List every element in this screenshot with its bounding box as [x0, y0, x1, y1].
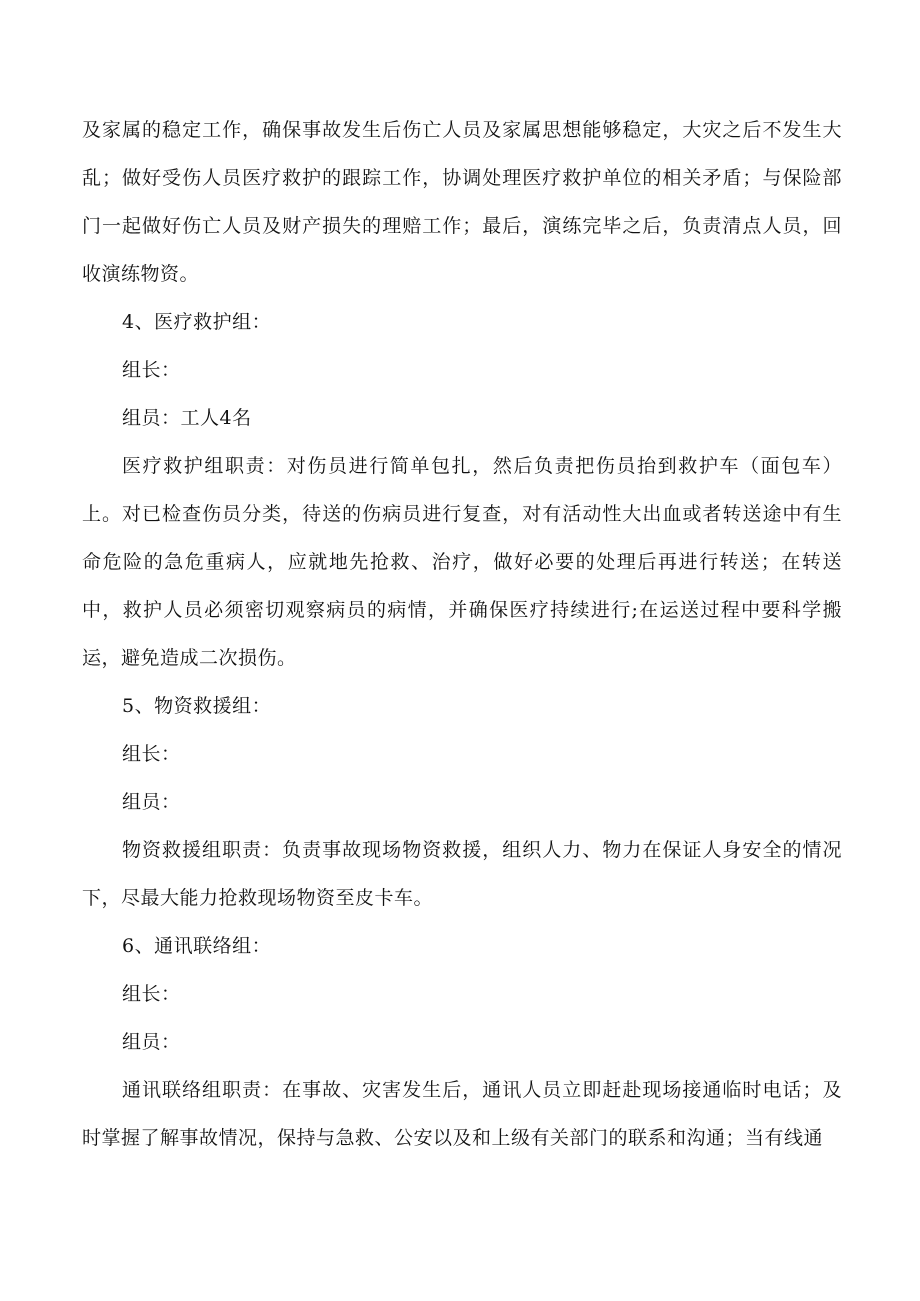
- medical-leader-label: 组长：: [122, 359, 181, 381]
- medical-members-label: 组员：工人4名: [122, 407, 252, 429]
- section-heading-comm: 6、通讯联络组：: [122, 935, 272, 957]
- paragraph-continuation: 及家属的稳定工作，确保事故发生后伤亡人员及家属思想能够稳定，大灾之后不发生大乱；做好受伤人员医疗救护的跟踪工作，协调处理医疗救护单位的相关矛盾；与保险部门一起做好伤亡人员及财产损失的理赔工作；最后，演练完毕之后，负责清点人员，回收演练物资。: [82, 119, 842, 285]
- comm-members-label: 组员：: [122, 1031, 181, 1053]
- material-members-label: 组员：: [122, 791, 181, 813]
- comm-duty-paragraph: 通讯联络组职责：在事故、灾害发生后，通讯人员立即赶赴现场接通临时电话；及时掌握了解事故情况，保持与急救、公安以及和上级有关部门的联系和沟通；当有线通: [82, 1079, 842, 1149]
- material-leader-label: 组长：: [122, 743, 181, 765]
- section-heading-material: 5、物资救援组：: [122, 695, 272, 717]
- section-heading-medical: 4、医疗救护组：: [122, 311, 272, 333]
- material-duty-paragraph: 物资救援组职责：负责事故现场物资救援，组织人力、物力在保证人身安全的情况下，尽最大能力抢救现场物资至皮卡车。: [82, 839, 842, 909]
- comm-leader-label: 组长：: [122, 983, 181, 1005]
- medical-duty-paragraph: 医疗救护组职责：对伤员进行简单包扎，然后负责把伤员抬到救护车（面包车）上。对已检查伤员分类，待送的伤病员进行复查，对有活动性大出血或者转送途中有生命危险的急危重病人，应就地先抢救、治疗，做好必要的处理后再进行转送；在转送中，救护人员必须密切观察病员的病情，并确保医疗持续进行;在运送过程中要科学搬运，避免造成二次损伤。: [82, 455, 842, 669]
